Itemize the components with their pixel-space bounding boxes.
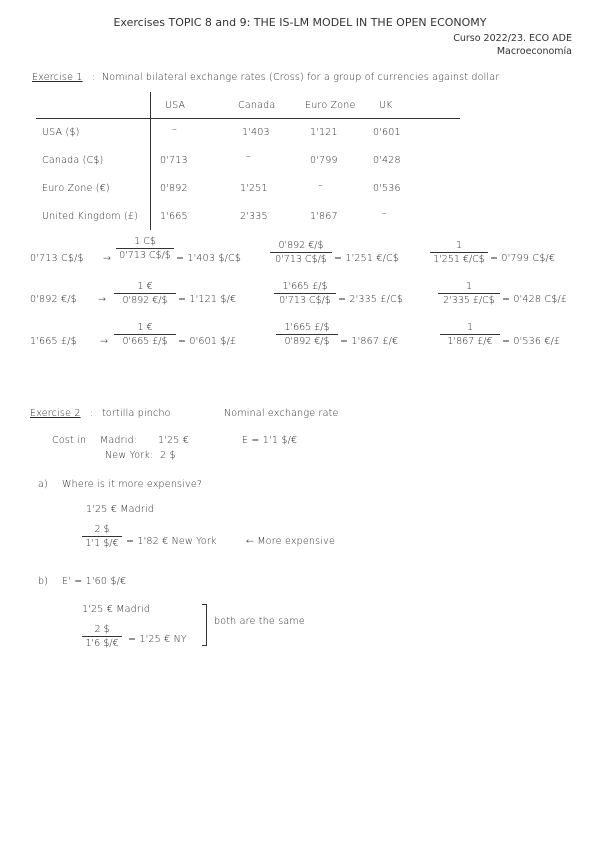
exercise1-label: Exercise 1 bbox=[32, 72, 83, 83]
part-b-rate: E' = 1'60 $/€ bbox=[62, 576, 127, 587]
subject-label: Macroeconomía bbox=[496, 46, 572, 57]
table-cell: 1'665 bbox=[160, 211, 188, 222]
calc1-result1: = 1'403 $/C$ bbox=[176, 253, 242, 264]
row-label-uk: United Kingdom (£) bbox=[42, 211, 138, 222]
calc1-fraction2: 0'892 €/$ 0'713 C$/$ bbox=[270, 240, 332, 265]
exercise2-subtitle: Nominal exchange rate bbox=[224, 408, 339, 419]
exercise1-description: Nominal bilateral exchange rates (Cross) for a group of currencies against dollar bbox=[102, 72, 500, 83]
calc3-fraction1: 1 € 0'665 £/$ bbox=[114, 322, 176, 347]
calc1-result3: = 0'799 C$/€ bbox=[490, 253, 556, 264]
madrid-value: 1'25 € bbox=[158, 435, 190, 446]
calc2-result3: = 0'428 C$/£ bbox=[502, 294, 568, 305]
table-cell: – bbox=[382, 208, 387, 219]
arrow-icon: → bbox=[103, 253, 112, 264]
col-header-usa: USA bbox=[165, 100, 186, 111]
part-b-result: = 1'25 € NY bbox=[128, 634, 187, 645]
calc3-result2: = 1'867 £/€ bbox=[340, 336, 399, 347]
calc1-lhs: 0'713 C$/$ bbox=[30, 253, 84, 264]
table-cell: 0'713 bbox=[160, 155, 188, 166]
calc3-result3: = 0'536 €/£ bbox=[502, 336, 561, 347]
part-b-line1: 1'25 € Madrid bbox=[82, 604, 151, 615]
table-cell: – bbox=[318, 180, 323, 191]
ny-label: New York: bbox=[105, 450, 154, 461]
calc2-fraction2: 1'665 £/$ 0'713 C$/$ bbox=[274, 281, 336, 306]
part-a-result: = 1'82 € New York bbox=[126, 536, 217, 547]
table-cell: 0'892 bbox=[160, 183, 188, 194]
calc3-lhs: 1'665 £/$ bbox=[30, 336, 77, 347]
part-b-note: both are the same bbox=[214, 616, 305, 627]
exercise2-label: Exercise 2 bbox=[30, 408, 81, 419]
madrid-label: Madrid: bbox=[100, 435, 138, 446]
part-a-question: Where is it more expensive? bbox=[62, 479, 203, 490]
table-cell: 2'335 bbox=[240, 211, 268, 222]
table-cell: 0'428 bbox=[373, 155, 401, 166]
table-vertical-line bbox=[150, 92, 151, 230]
calc1-fraction1: 1 C$ 0'713 C$/$ bbox=[116, 236, 174, 261]
table-horizontal-line bbox=[36, 118, 460, 119]
part-b-label: b) bbox=[38, 576, 49, 587]
document-title: Exercises TOPIC 8 and 9: THE IS-LM MODEL IN THE OPEN ECONOMY bbox=[113, 16, 487, 29]
calc2-fraction3: 1 2'335 £/C$ bbox=[438, 281, 500, 306]
col-header-eurozone: Euro Zone bbox=[305, 100, 356, 111]
table-cell: 1'403 bbox=[242, 127, 270, 138]
row-label-eurozone: Euro Zone (€) bbox=[42, 183, 110, 194]
part-a-fraction: 2 $ 1'1 $/€ bbox=[82, 524, 122, 549]
table-cell: 1'251 bbox=[240, 183, 268, 194]
document-page: Exercises TOPIC 8 and 9: THE IS-LM MODEL IN THE OPEN ECONOMY Curso 2022/23. ECO ADE Macroeconomía Exercise 1 : Nominal bilateral exchange rates (Cross) for a group of currencies against dollar USA Canada Euro Zone UK USA ($) – 1'403 1'121 0'601 Canada (C$) 0'713 – 0'799 0'428 Euro Zone (€) 0'892 1'251 – 0'536 United Kingdom (£) 1'665 2'335 1'867 – 0'713 C$/$ → 1 C$ 0'713 C$/$ = 1'403 $/C$ 0'892 €/$ 0'713 C$/$ = 1'251 €/C$ 1 1'251 €/C$ = 0'799 C$/€ 0'892 €/$ → 1 € 0'892 €/$ = 1'121 $/€ 1'665 £/$ 0'713 C$/$ = 2'335 £/C$ 1 2'335 £/C$ = 0'428 C$/£ 1'665 £/$ → 1 € 0'665 £/$ = 0'601 $/£ 1'665 £/$ 0'892 €/$ = 1'867 £/€ 1 1'867 £/€ = 0'536 €/£ Exercise 2 : tortilla pincho Nominal exchange rate Cost in Madrid: 1'25 € New York: 2 $ E = 1'1 $/€ a) Where is it more expensive? 1'25 € Madrid 2 $ 1'1 $/€ = 1'82 € New York ← More expensive b) E' = 1'60 $/€ 1'25 € Madrid 2 $ 1'6 $/€ = 1'25 € NY both are the same bbox=[0, 0, 600, 848]
bracket bbox=[202, 604, 207, 646]
col-header-canada: Canada bbox=[238, 100, 276, 111]
arrow-icon: → bbox=[98, 294, 107, 305]
calc3-result1: = 0'601 $/£ bbox=[178, 336, 237, 347]
table-cell: – bbox=[246, 151, 251, 162]
arrow-icon: → bbox=[100, 336, 109, 347]
calc2-fraction1: 1 € 0'892 €/$ bbox=[114, 281, 176, 306]
table-cell: – bbox=[172, 124, 177, 135]
part-b-fraction: 2 $ 1'6 $/€ bbox=[82, 624, 122, 649]
table-cell: 0'536 bbox=[373, 183, 401, 194]
calc2-result2: = 2'335 £/C$ bbox=[338, 294, 404, 305]
calc2-lhs: 0'892 €/$ bbox=[30, 294, 77, 305]
ny-value: 2 $ bbox=[160, 450, 176, 461]
calc1-result2: = 1'251 €/C$ bbox=[334, 253, 400, 264]
table-cell: 1'867 bbox=[310, 211, 338, 222]
part-a-line1: 1'25 € Madrid bbox=[86, 504, 155, 515]
part-a-note: ← More expensive bbox=[246, 536, 336, 547]
calc3-fraction2: 1'665 £/$ 0'892 €/$ bbox=[276, 322, 338, 347]
col-header-uk: UK bbox=[379, 100, 393, 111]
exercise2-title: tortilla pincho bbox=[102, 408, 171, 419]
calc1-fraction3: 1 1'251 €/C$ bbox=[430, 240, 488, 265]
table-cell: 0'601 bbox=[373, 127, 401, 138]
cost-label: Cost in bbox=[52, 435, 87, 446]
row-label-usa: USA ($) bbox=[42, 127, 80, 138]
exchange-rate: E = 1'1 $/€ bbox=[242, 435, 298, 446]
calc2-result1: = 1'121 $/€ bbox=[178, 294, 237, 305]
part-a-label: a) bbox=[38, 479, 48, 490]
row-label-canada: Canada (C$) bbox=[42, 155, 104, 166]
table-cell: 1'121 bbox=[310, 127, 338, 138]
calc3-fraction3: 1 1'867 £/€ bbox=[440, 322, 500, 347]
course-label: Curso 2022/23. ECO ADE bbox=[453, 33, 572, 44]
table-cell: 0'799 bbox=[310, 155, 338, 166]
